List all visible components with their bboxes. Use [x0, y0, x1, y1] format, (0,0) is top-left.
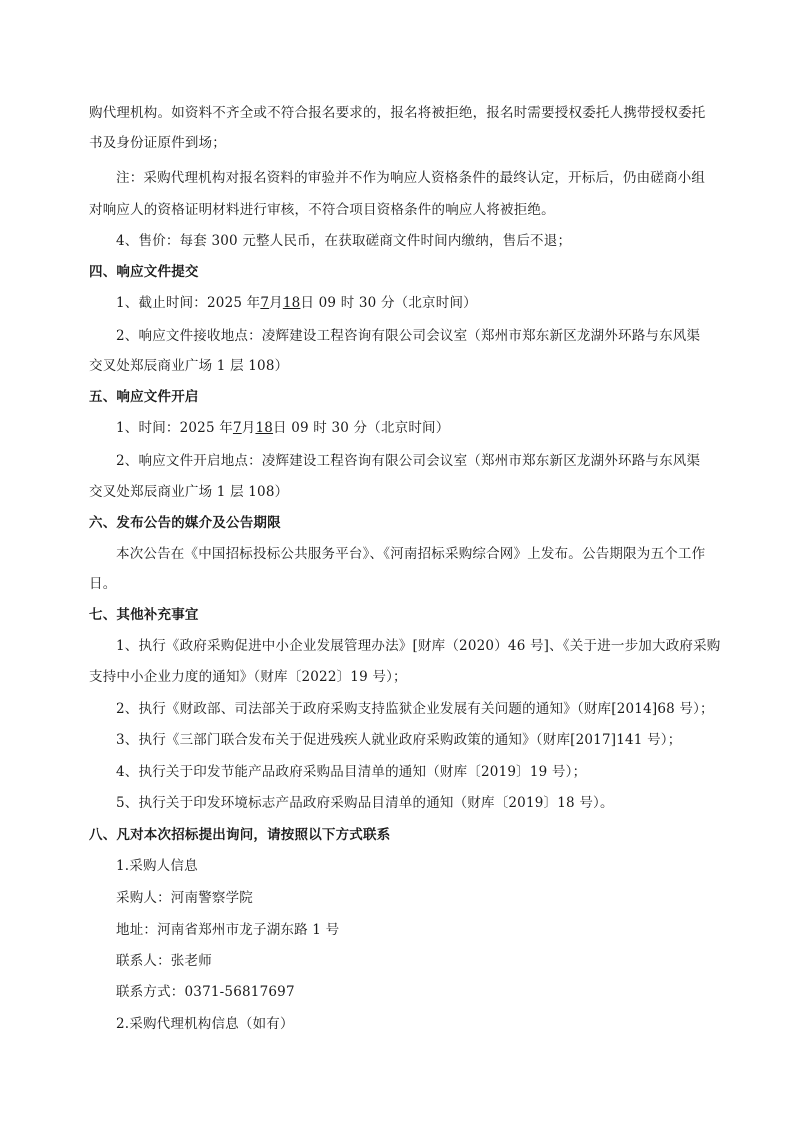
agency-info-heading: 2.采购代理机构信息（如有） — [116, 1016, 294, 1032]
open-time-month: 7 — [232, 420, 242, 436]
section-5-place-line-2: 交叉处郑辰商业广场 1 层 108） — [89, 484, 289, 500]
intro-paragraph-line-2: 书及身份证原件到场； — [89, 135, 226, 151]
section-5-heading: 五、响应文件开启 — [89, 389, 199, 405]
section-7-item-1-line-1: 1、执行《政府采购促进中小企业发展管理办法》[财库（2020）46 号]、《关于进一步加大政府采购 — [116, 638, 721, 654]
buyer-name: 采购人：河南警察学院 — [116, 890, 253, 906]
section-7-item-3: 3、执行《三部门联合发布关于促进残疾人就业政府采购政策的通知》（财库[2017]141 号）； — [116, 732, 682, 748]
buyer-info-heading: 1.采购人信息 — [116, 858, 198, 874]
section-7-heading: 七、其他补充事宜 — [89, 607, 199, 623]
buyer-phone: 联系方式：0371-56817697 — [116, 984, 295, 1000]
section-7-item-2: 2、执行《财政部、司法部关于政府采购支持监狱企业发展有关问题的通知》（财库[2014]68 号）； — [116, 701, 714, 717]
section-4-heading: 四、响应文件提交 — [89, 264, 199, 280]
intro-paragraph-line-1: 购代理机构。如资料不齐全或不符合报名要求的，报名将被拒绝，报名时需要授权委托人携带授权委托 — [89, 105, 706, 121]
open-time-prefix: 1、时间：2025 年 — [116, 420, 233, 436]
deadline-month: 7 — [260, 295, 270, 311]
section-6-body-line-2: 日。 — [89, 576, 117, 592]
section-4-deadline — [116, 293, 477, 313]
price-paragraph: 4、售价：每套 300 元整人民币，在获取磋商文件时间内缴纳，售后不退； — [116, 233, 572, 249]
section-7-item-4: 4、执行关于印发节能产品政府采购品目清单的通知（财库〔2019〕19 号）； — [116, 764, 587, 780]
buyer-contact-person: 联系人：张老师 — [116, 953, 212, 969]
section-7-item-5: 5、执行关于印发环境标志产品政府采购品目清单的通知（财库〔2019〕18 号）。 — [116, 795, 614, 811]
note-paragraph-line-2: 对响应人的资格证明材料进行审核，不符合项目资格条件的响应人将被拒绝。 — [89, 202, 555, 218]
deadline-suffix: 日 09 时 30 分（北京时间） — [300, 295, 477, 311]
deadline-day: 18 — [282, 295, 301, 311]
open-time-suffix: 日 09 时 30 分（北京时间） — [273, 420, 450, 436]
section-6-heading: 六、发布公告的媒介及公告期限 — [89, 515, 281, 531]
open-time-month-suffix: 月 — [241, 420, 256, 436]
section-5-time — [116, 418, 449, 438]
deadline-prefix: 1、截止时间：2025 年 — [116, 295, 261, 311]
section-4-place-line-2: 交叉处郑辰商业广场 1 层 108） — [89, 358, 289, 374]
section-6-body-line-1: 本次公告在《中国招标投标公共服务平台》、《河南招标采购综合网》上发布。公告期限为五个工作 — [116, 546, 706, 562]
section-7-item-1-line-2: 支持中小企业力度的通知》（财库〔2022〕19 号）； — [89, 669, 407, 685]
section-5-place-line-1: 2、响应文件开启地点：凌辉建设工程咨询有限公司会议室（郑州市郑东新区龙湖外环路与东风渠 — [116, 453, 701, 469]
note-paragraph-line-1: 注：采购代理机构对报名资料的审验并不作为响应人资格条件的最终认定，开标后，仍由磋商小组 — [116, 170, 706, 186]
section-8-heading: 八、凡对本次招标提出询问，请按照以下方式联系 — [89, 827, 391, 843]
buyer-address: 地址：河南省郑州市龙子湖东路 1 号 — [116, 922, 340, 938]
deadline-month-suffix: 月 — [269, 295, 283, 311]
open-time-day: 18 — [255, 420, 274, 436]
section-4-place-line-1: 2、响应文件接收地点：凌辉建设工程咨询有限公司会议室（郑州市郑东新区龙湖外环路与东风渠 — [116, 328, 701, 344]
